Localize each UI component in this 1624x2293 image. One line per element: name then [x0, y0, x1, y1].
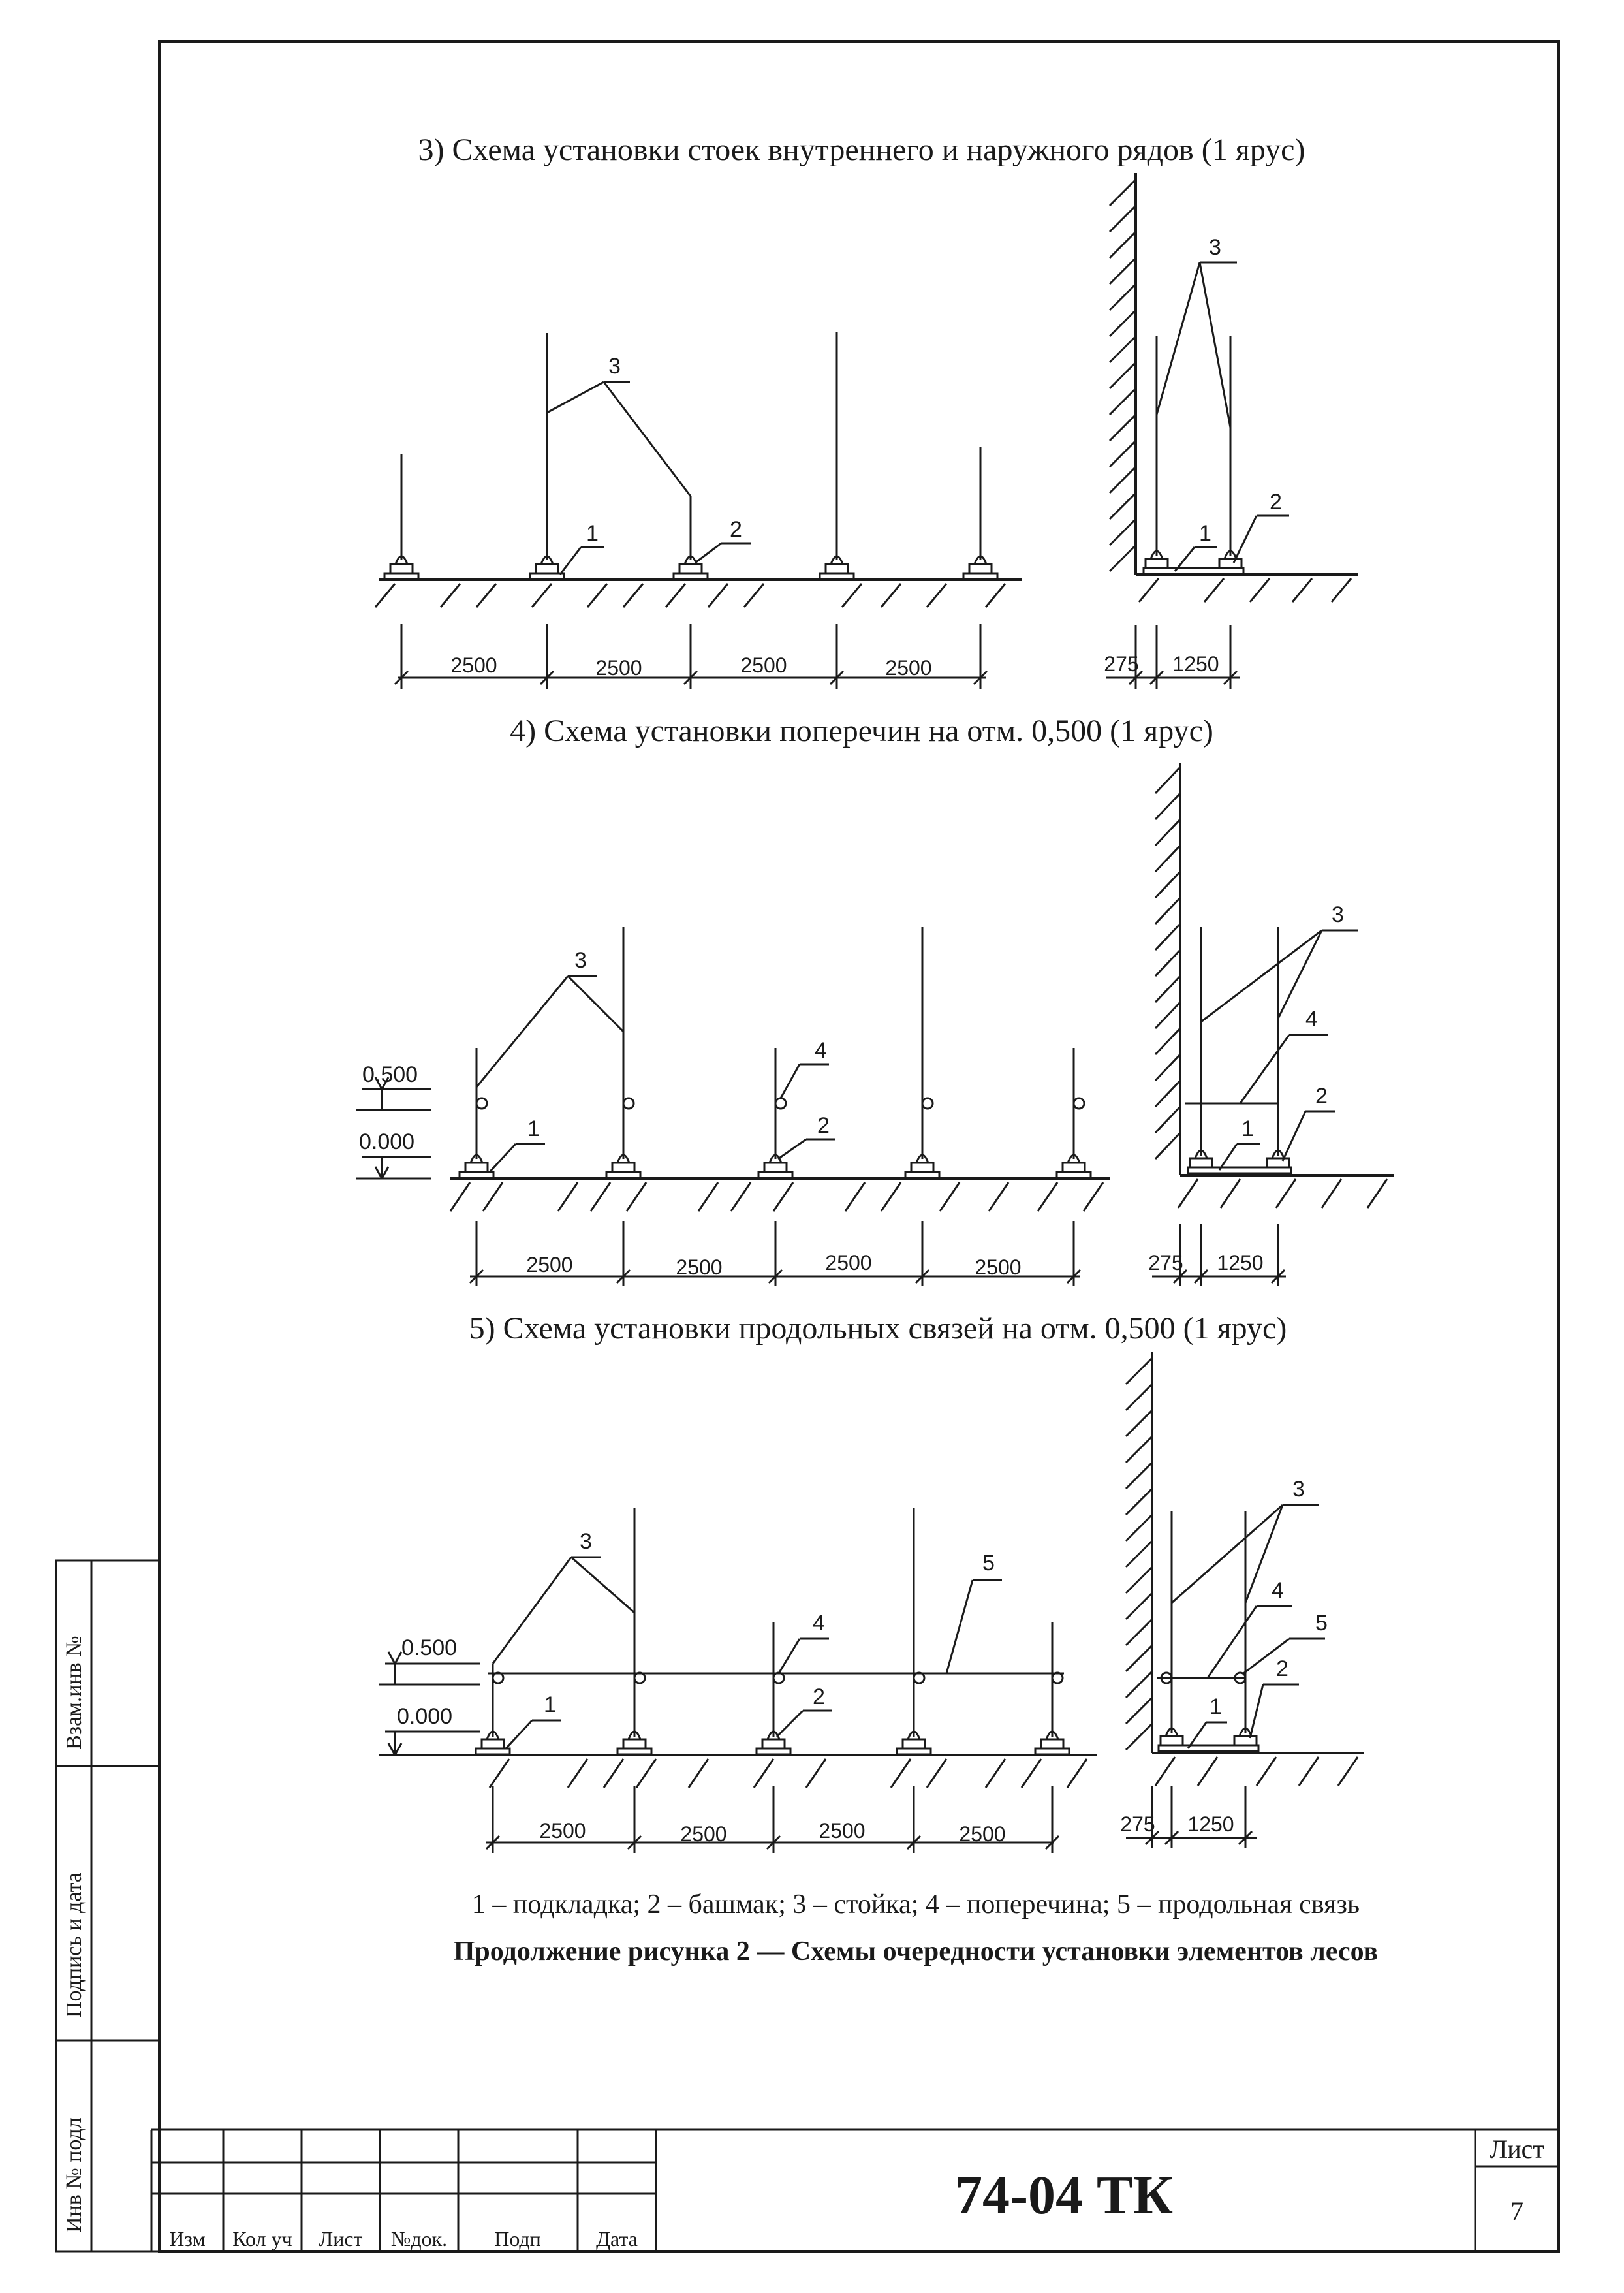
- dim-3: 2500: [740, 654, 787, 677]
- d5-side-5: 5: [1315, 1611, 1328, 1636]
- callout-2-label: 2: [730, 517, 742, 542]
- dim-2: 2500: [595, 656, 642, 680]
- d5-dim-1: 2500: [539, 1819, 586, 1842]
- post-3: [674, 496, 708, 579]
- d5-callout-1: 1: [544, 1692, 556, 1717]
- d5-post-c: [757, 1622, 790, 1754]
- side-strip-labels: [62, 1636, 86, 2233]
- d5-callout-2: 2: [813, 1684, 825, 1709]
- stamp-list: Лист: [319, 2227, 363, 2251]
- inv-podl-label: Инв № подл: [62, 2117, 86, 2233]
- d5-side-dim-1250: 1250: [1187, 1812, 1234, 1836]
- post-2: [530, 333, 564, 579]
- vzam-inv-label: Взам.инв №: [62, 1636, 86, 1750]
- side-callout-1-label: 1: [1199, 521, 1211, 546]
- stamp-ndok: №док.: [390, 2227, 448, 2251]
- d4-side-2: 2: [1315, 1084, 1328, 1109]
- d4-dim-4: 2500: [975, 1256, 1022, 1279]
- level-0500: 0.500: [362, 1062, 418, 1087]
- diagram-5-title: 5) Схема установки продольных связей на отм. 0,500 (1 ярус): [469, 1311, 1287, 1346]
- level-0000: 0.000: [359, 1130, 415, 1154]
- callout-3: [547, 382, 691, 496]
- d4-dim-1: 2500: [526, 1253, 573, 1276]
- post-c: [758, 1048, 792, 1178]
- diagram-3-front: [375, 133, 1305, 689]
- callout-1: [560, 547, 604, 575]
- stamp-kol-uch: Кол уч: [232, 2227, 292, 2251]
- d5-callout-5: 5: [982, 1551, 995, 1575]
- d5-side-4: 4: [1272, 1578, 1284, 1603]
- d5-post-b: [617, 1508, 651, 1754]
- d5-dim-3: 2500: [819, 1819, 866, 1842]
- d5-level-0000: 0.000: [397, 1704, 453, 1729]
- post-d: [905, 927, 939, 1178]
- dim-4: 2500: [885, 656, 932, 680]
- d4-callout-4: 4: [815, 1038, 827, 1063]
- diagram-5-side: [1120, 1352, 1364, 1848]
- d4-callout-1: 1: [527, 1116, 540, 1141]
- callout-1-label: 1: [586, 521, 599, 546]
- stamp-podp: Подп: [494, 2227, 541, 2251]
- d4-dim-3: 2500: [825, 1251, 872, 1274]
- post-4: [820, 332, 854, 579]
- podpis-data-label: Подпись и дата: [62, 1873, 86, 2017]
- side-dim-1250: 1250: [1172, 652, 1219, 676]
- d5-post-e: [1035, 1622, 1069, 1754]
- d5-side-dim-275: 275: [1120, 1812, 1155, 1836]
- diagram-4-title: 4) Схема установки поперечин на отм. 0,500 (1 ярус): [510, 714, 1213, 748]
- wall-hatch: [1110, 180, 1136, 571]
- diagram-4-side: [1148, 763, 1394, 1286]
- d5-dim-2: 2500: [680, 1822, 727, 1846]
- figure-caption: Продолжение рисунка 2 — Схемы очередности установки элементов лесов: [453, 1937, 1379, 1967]
- post-1: [384, 454, 418, 579]
- d5-dim-4: 2500: [959, 1822, 1006, 1846]
- post-5: [963, 447, 997, 579]
- side-callout-3-label: 3: [1209, 235, 1221, 260]
- d5-side-2: 2: [1276, 1656, 1288, 1681]
- d4-callout-2: 2: [817, 1113, 830, 1138]
- level-marks: [356, 1077, 431, 1178]
- d5-post-a: [476, 1664, 510, 1754]
- d5-side-1: 1: [1210, 1694, 1222, 1719]
- callout-2: [695, 543, 751, 563]
- side-dim-275: 275: [1104, 652, 1139, 676]
- document-code: 74-04 ТК: [955, 2165, 1173, 2226]
- post-b: [606, 927, 640, 1178]
- sheet-number: 7: [1510, 2196, 1523, 2226]
- d4-dim-2: 2500: [676, 1256, 723, 1279]
- d4-side-dim-1250: 1250: [1217, 1251, 1264, 1274]
- diagram-5-front: [379, 1311, 1287, 1853]
- d5-level-0500: 0.500: [401, 1636, 458, 1660]
- sheet-frame: [56, 42, 1559, 2251]
- d4-side-dim-275: 275: [1148, 1251, 1183, 1274]
- post-a: [460, 1048, 493, 1178]
- d5-post-d: [897, 1508, 931, 1754]
- d5-side-3: 3: [1292, 1477, 1305, 1502]
- d4-side-3: 3: [1332, 902, 1344, 927]
- diagram-3-side: [1104, 173, 1358, 689]
- d4-side-1: 1: [1241, 1116, 1254, 1141]
- diagram-4-front: [356, 714, 1213, 1286]
- stamp-izm: Изм: [169, 2227, 206, 2251]
- stamp-data: Дата: [596, 2227, 638, 2251]
- diagram-3-title: 3) Схема установки стоек внутреннего и наружного рядов (1 ярус): [418, 133, 1305, 167]
- d5-callout-3: 3: [580, 1529, 592, 1554]
- side-callout-2-label: 2: [1270, 490, 1282, 514]
- d5-callout-4: 4: [813, 1611, 825, 1636]
- callout-3-label: 3: [608, 354, 621, 379]
- legend: 1 – подкладка; 2 – башмак; 3 – стойка; 4 – поперечина; 5 – продольная связь: [471, 1890, 1360, 1920]
- post-e: [1057, 1048, 1091, 1178]
- ground-hatch: [375, 584, 1005, 607]
- sheet-label: Лист: [1490, 2134, 1544, 2164]
- d4-side-4: 4: [1305, 1007, 1318, 1032]
- side-ground-hatch: [1139, 578, 1351, 602]
- d4-callout-3: 3: [574, 948, 587, 973]
- dim-1: 2500: [450, 654, 497, 677]
